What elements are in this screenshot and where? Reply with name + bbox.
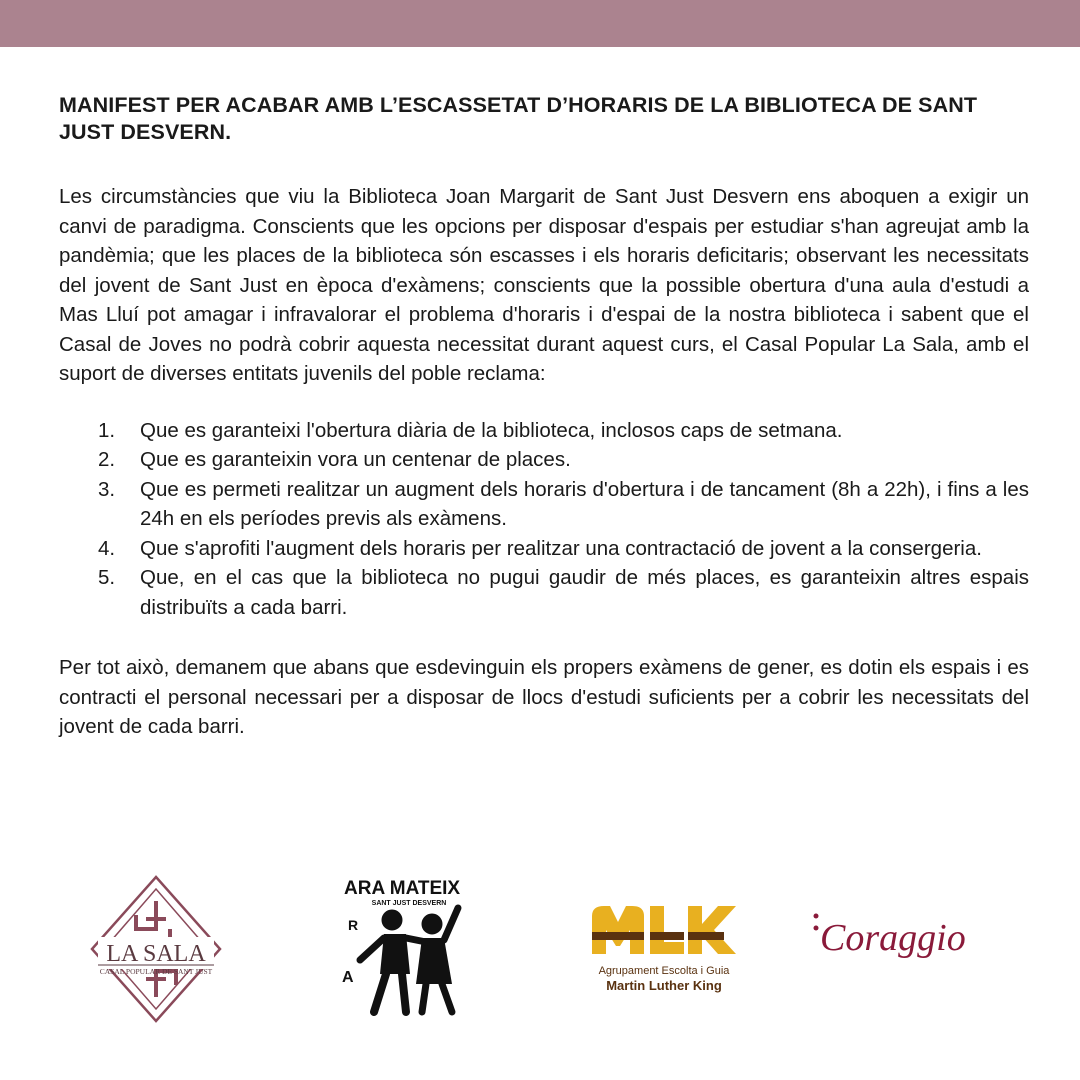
list-item bbox=[59, 475, 1029, 534]
top-color-bar bbox=[0, 0, 1080, 47]
list-item bbox=[59, 534, 1029, 564]
list-text: Que es permeti realitzar un augment dels horaris d'obertura i de tancament (8h a 22h), i fins a les 24h en els períodes previs als exàmens. bbox=[140, 477, 1029, 530]
manifest-document bbox=[59, 92, 1029, 742]
coraggio-name: Coraggio bbox=[820, 917, 966, 959]
list-item bbox=[59, 416, 1029, 446]
dancing-figures-icon bbox=[360, 908, 458, 1012]
ara-mateix-logo bbox=[340, 878, 478, 1020]
document-title: MANIFEST PER ACABAR AMB L’ESCASSETAT D’HORARIS DE LA BIBLIOTECA DE SANT JUST DESVERN. bbox=[59, 93, 978, 144]
list-text: Que s'aprofiti l'augment dels horaris per realitzar una contractació de jovent a la consergeria. bbox=[140, 536, 982, 560]
list-number: 1. bbox=[98, 418, 116, 442]
closing-paragraph: Per tot això, demanem que abans que esdevinguin els propers exàmens de gener, es dotin els espais i es contracti el personal necessari per a disposar de llocs d'estudi suficients per a cobrir les necessitats del jovent de cada barri. bbox=[59, 656, 1029, 738]
mlk-logo bbox=[588, 902, 740, 998]
list-number: 4. bbox=[98, 536, 116, 560]
list-number: 2. bbox=[98, 448, 116, 471]
supporter-logos bbox=[0, 860, 1080, 1060]
list-item bbox=[59, 445, 1029, 475]
ara-mateix-letter-r: R bbox=[348, 917, 359, 933]
intro-paragraph: Les circumstàncies que viu la Biblioteca Joan Margarit de Sant Just Desvern ens aboquen a exigir un canvi de paradigma. Conscients que les opcions per disposar d'espais per estudiar s'han agreujat amb la pandèmia; que les places de la biblioteca són escasses i els horaris deficitaris; observant les necessitats del jovent de Sant Just en època d'exàmens; conscients que la possible obertura d'una aula d'estudi a Mas Lluí pot amagar i infravalorar el problema d'horaris i d'espai de la nostra biblioteca i sabent que el Casal de Joves no podrà cobrir aquesta necessitat durant aquest curs, el Casal Popular La Sala, amb el suport de diverses entitats juvenils del poble reclama: bbox=[59, 185, 1029, 385]
mlk-line2: Martin Luther King bbox=[606, 978, 722, 993]
list-text: Que, en el cas que la biblioteca no pugui gaudir de més places, es garanteixin altres espais distribuïts a cada barri. bbox=[140, 566, 1029, 619]
demands-list bbox=[59, 416, 1029, 623]
la-sala-name: LA SALA bbox=[106, 941, 206, 967]
mlk-letters-icon bbox=[592, 906, 736, 954]
mlk-line1: Agrupament Escolta i Guia bbox=[598, 965, 730, 977]
la-sala-subtitle: CASAL POPULAR DE SANT JUST bbox=[99, 967, 213, 976]
coraggio-logo bbox=[810, 900, 980, 980]
la-sala-logo bbox=[90, 875, 222, 1023]
ara-mateix-letter-a: A bbox=[342, 969, 354, 986]
ara-mateix-name: ARA MATEIX bbox=[344, 878, 461, 899]
list-text: Que es garanteixi l'obertura diària de la biblioteca, inclosos caps de setmana. bbox=[140, 418, 843, 442]
list-text: Que es garanteixin vora un centenar de places. bbox=[140, 448, 571, 471]
list-number: 5. bbox=[98, 566, 116, 589]
list-item bbox=[59, 563, 1029, 622]
ara-mateix-subtitle: SANT JUST DESVERN bbox=[371, 900, 447, 907]
list-number: 3. bbox=[98, 477, 116, 501]
